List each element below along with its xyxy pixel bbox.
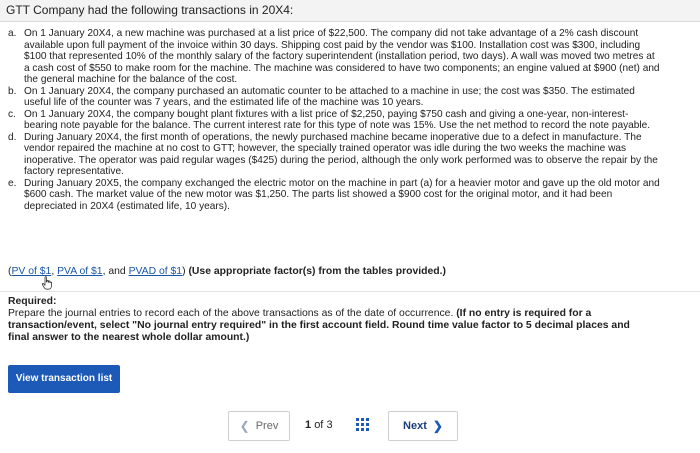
transaction-letter: a.: [8, 28, 17, 39]
page-current: 1: [305, 419, 312, 431]
page-indicator: [305, 419, 333, 431]
required-text: Prepare the journal entries to record each of the above transactions as of the date of occurrence.: [8, 308, 457, 319]
prev-label: Prev: [255, 420, 279, 432]
transaction-item-b: [8, 86, 660, 109]
transaction-item-d: [8, 132, 660, 178]
transaction-item-c: [8, 109, 660, 132]
transaction-text: On 1 January 20X4, the company purchased an automatic counter to be attached to a machine in use; the cost was $350. The estimated useful life of the counter was 7 years, and the estimated life of the machine was 10 years.: [24, 85, 635, 108]
prev-button[interactable]: [228, 411, 290, 441]
next-button[interactable]: [388, 411, 458, 441]
view-transaction-list-button[interactable]: View transaction list: [8, 365, 120, 393]
transaction-letter: d.: [8, 131, 17, 143]
pagination-bar: [0, 398, 700, 453]
present-value-tables-line: [8, 266, 446, 277]
required-note: (If no entry is required for a transaction/event, select "No journal entry required" in the first account field. Round time value factor to 5 decimal places and final answer to the nearest whole dollar amount.): [8, 308, 630, 343]
pvad-table-link[interactable]: PVAD of $1: [128, 266, 183, 277]
required-instructions: [8, 308, 648, 344]
tables-instruction: (Use appropriate factor(s) from the tables provided.): [188, 266, 446, 277]
required-heading: Required:: [8, 296, 57, 307]
page-of: of: [314, 419, 324, 431]
transaction-letter: b.: [8, 85, 17, 97]
transaction-letter: c.: [8, 108, 16, 120]
question-title: GTT Company had the following transactions in 20X4:: [6, 3, 294, 17]
chevron-right-icon: ❯: [432, 419, 443, 433]
required-section: [8, 296, 648, 344]
transaction-text: On 1 January 20X4, a new machine was purchased at a list price of $22,500. The company did not take advantage of a 2% cash discount available upon full payment of the invoice within 30 days. Shipping cost paid by the vendor was $100. Installation cost was $300, including $100 that represented 10% of the monthly salary of the factory superintendent (installation period, two days). A wall was moved two metres at a cash cost of $550 to make room for the machine. The machine was considered to have two components; an engine valued at $900 (net) and the general machine for the balance of the cost.: [24, 28, 660, 85]
pva-table-link[interactable]: PVA of $1: [57, 266, 103, 277]
transaction-list: [8, 28, 660, 212]
question-header: [0, 0, 700, 22]
transaction-text: During January 20X4, the first month of operations, the newly purchased machine became inoperative due to a defect in manufacture. The vendor repaired the machine at no cost to GTT; however, the specially trained operator was idle during the two weeks the machine was inoperative. The operator was paid regular wages ($425) during the period, although the only work performed was to observe the repair by the factory representative.: [24, 131, 658, 177]
paren-close: ): [182, 266, 186, 277]
transaction-item-e: [8, 178, 660, 213]
chevron-left-icon: ❮: [239, 419, 250, 433]
separator: ,: [51, 266, 58, 277]
transaction-text: During January 20X5, the company exchanged the electric motor on the machine in part (a) for a heavier motor and gave up the old motor and $600 cash. The market value of the new motor was $1,250. The parts list showed a $900 cost for the original motor, and it had been depreciated in 20X4 (estimated life, 10 years).: [24, 177, 660, 212]
transaction-text: On 1 January 20X4, the company bought plant fixtures with a list price of $2,250, paying $750 cash and giving a one-year, non-interest-bearing note payable for the balance. The current interest rate for this type of note was 15%. Use the net method to record the note payable.: [24, 108, 651, 131]
hand-pointer-icon: [41, 276, 53, 290]
transaction-item-a: [8, 28, 660, 86]
paren-open: (: [8, 266, 12, 277]
separator: , and: [102, 266, 129, 277]
grid-icon[interactable]: [356, 418, 369, 431]
section-divider: [0, 291, 700, 292]
page-total: 3: [326, 419, 333, 431]
pv-table-link[interactable]: PV of $1: [11, 266, 52, 277]
next-label: Next: [403, 420, 427, 432]
transaction-letter: e.: [8, 177, 17, 189]
